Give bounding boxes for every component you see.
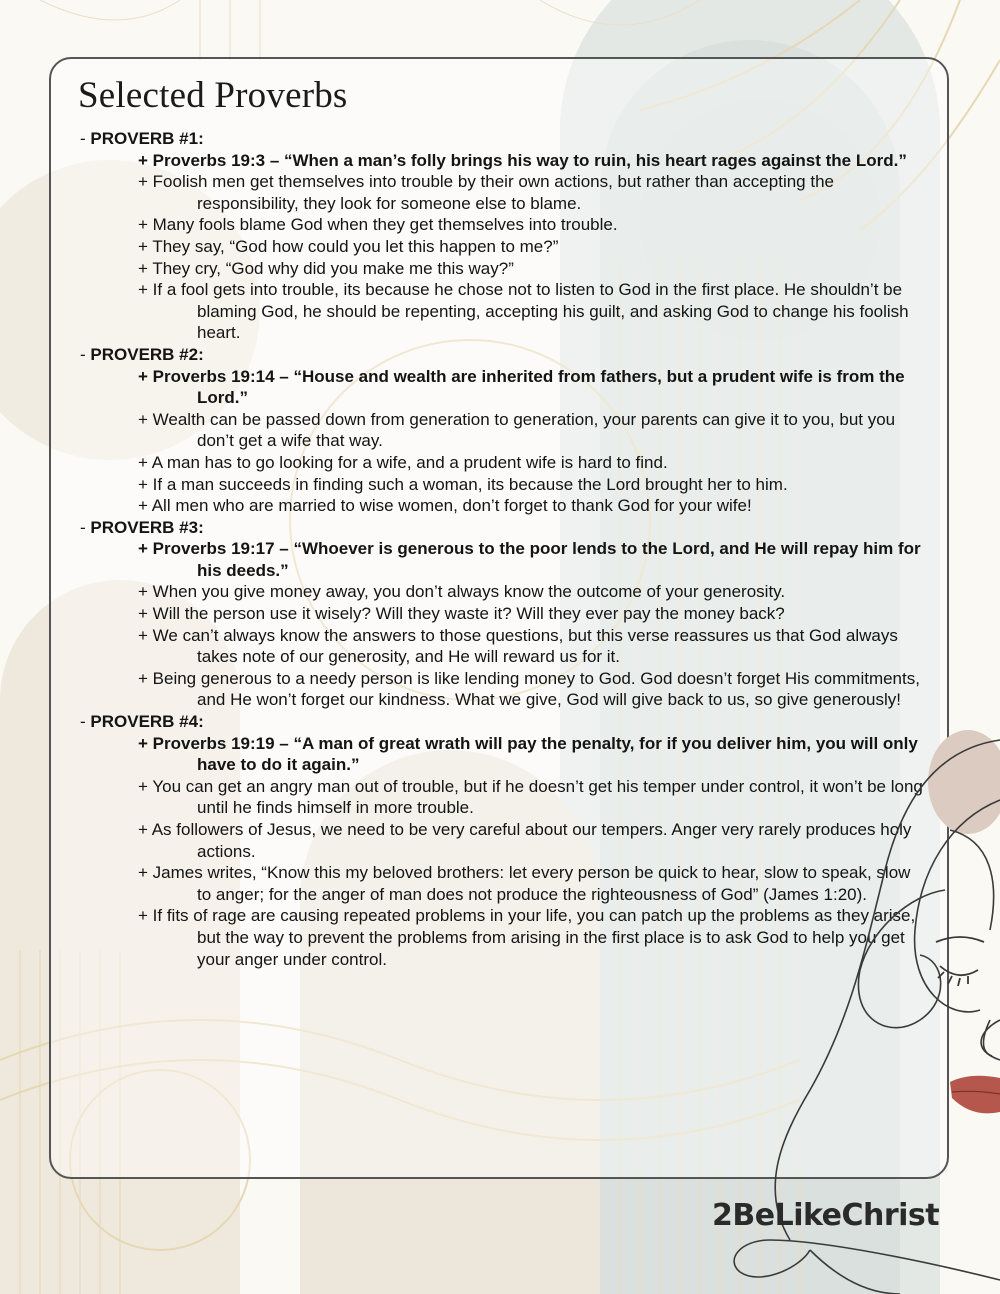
list-item: + Proverbs 19:17 – “Whoever is generous to the poor lends to the Lord, and He will repay him for his deeds.” xyxy=(138,539,921,580)
brand-logo-text: 2BeLikeChrist xyxy=(712,1198,940,1233)
list-item: + They say, “God how could you let this happen to me?” xyxy=(138,236,559,256)
list-item: + Foolish men get themselves into trouble by their own actions, but rather than accepting the responsibility, they look for someone else to blame. xyxy=(138,172,834,213)
section-heading: - PROVERB #2: xyxy=(80,344,204,364)
proverb-section-1 xyxy=(80,128,925,344)
list-item: + Many fools blame God when they get themselves into trouble. xyxy=(138,215,618,235)
page-title: Selected Proverbs xyxy=(78,75,348,116)
list-item: + A man has to go looking for a wife, and a prudent wife is hard to find. xyxy=(138,452,668,472)
proverb-section-3 xyxy=(80,517,925,711)
list-item: + All men who are married to wise women, don’t forget to thank God for your wife! xyxy=(138,496,752,516)
list-item: + Will the person use it wisely? Will they waste it? Will they ever pay the money back? xyxy=(138,604,785,624)
section-heading: - PROVERB #1: xyxy=(80,129,204,148)
proverb-section-2 xyxy=(80,344,925,517)
list-item: + Wealth can be passed down from generation to generation, your parents can give it to you, but you don’t get a wife that way. xyxy=(138,409,896,451)
list-item: + As followers of Jesus, we need to be very careful about our tempers. Anger very rarely produces holy actions. xyxy=(138,820,912,861)
list-item: + You can get an angry man out of trouble, but if he doesn’t get his temper under control, it won’t be long until he finds himself in more trouble. xyxy=(138,776,923,818)
list-item: + If fits of rage are causing repeated problems in your life, you can patch up the problems as they arise, but the way to prevent the problems from arising in the first place is to ask God to help you get your anger under control. xyxy=(138,906,916,969)
list-item: + They cry, “God why did you make me this way?” xyxy=(138,258,514,278)
list-item: + Proverbs 19:19 – “A man of great wrath will pay the penalty, for if you deliver him, you will only have to do it again.” xyxy=(138,733,918,775)
list-item: + When you give money away, you don’t always know the outcome of your generosity. xyxy=(138,582,786,602)
list-item: + If a fool gets into trouble, its because he chose not to listen to God in the first place. He shouldn’t be blaming God, he should be repenting, accepting his guilt, and asking God to change his foolish heart. xyxy=(138,280,909,343)
list-item: + Being generous to a needy person is like lending money to God. God doesn’t forget His commitments, and He won’t forget our kindness. What we give, God will give back to us, so give generously! xyxy=(138,668,920,710)
list-item: + Proverbs 19:3 – “When a man’s folly brings his way to ruin, his heart rages against the Lord.” xyxy=(138,150,907,170)
list-item: + We can’t always know the answers to those questions, but this verse reassures us that God always takes note of our generosity, and He will reward us for it. xyxy=(138,625,898,667)
section-heading: - PROVERB #3: xyxy=(80,517,204,537)
list-item: + If a man succeeds in finding such a woman, its because the Lord brought her to him. xyxy=(138,474,788,494)
list-item: + Proverbs 19:14 – “House and wealth are inherited from fathers, but a prudent wife is from the Lord.” xyxy=(138,366,905,408)
section-heading: - PROVERB #4: xyxy=(80,712,204,732)
list-item: + James writes, “Know this my beloved brothers: let every person be quick to hear, slow to speak, slow to anger; for the anger of man does not produce the righteousness of God” (James 1:20). xyxy=(138,863,911,904)
